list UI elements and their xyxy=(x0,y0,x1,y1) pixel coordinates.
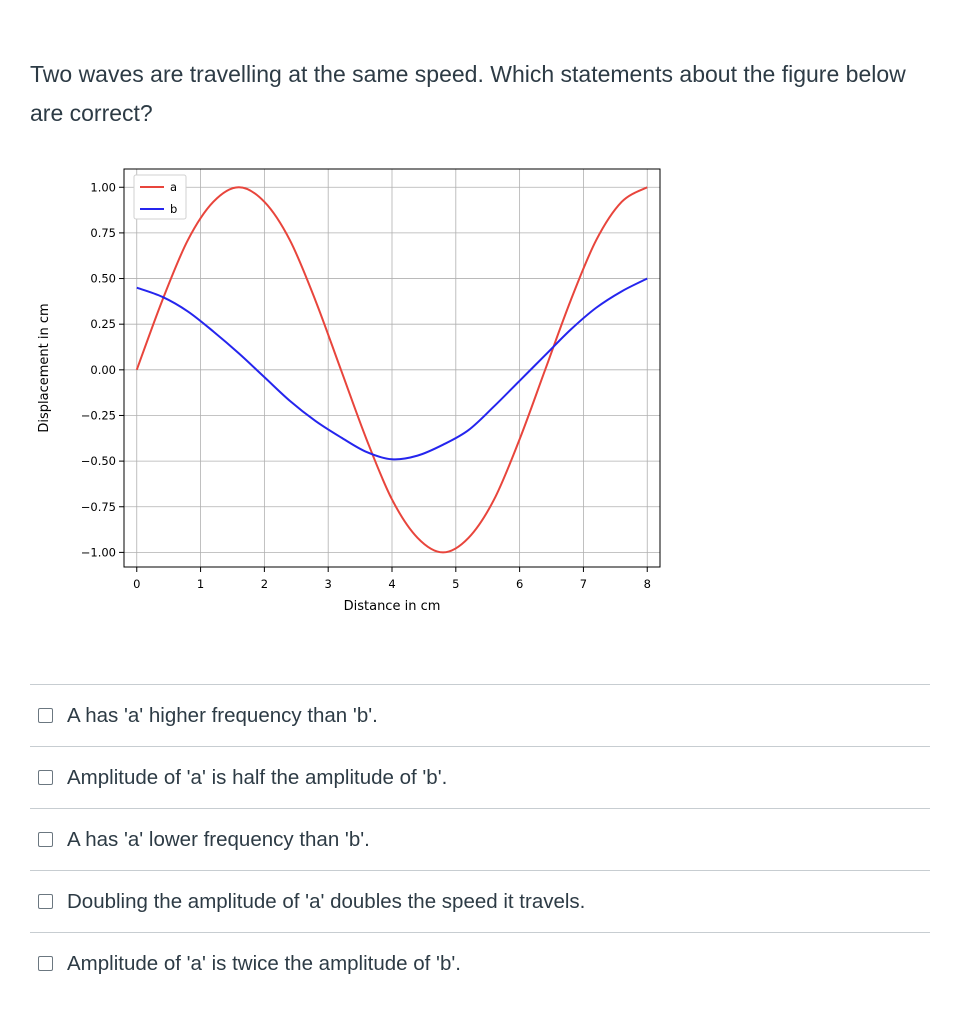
x-tick-label: 7 xyxy=(579,577,588,591)
y-tick-label: 0.75 xyxy=(90,225,116,240)
x-tick-label: 2 xyxy=(260,577,269,591)
answer-checkbox-5[interactable] xyxy=(38,956,53,971)
x-tick-label: 5 xyxy=(452,577,460,591)
answer-label-2: Amplitude of 'a' is half the amplitude of 'b'. xyxy=(67,765,448,789)
answer-option-3[interactable] xyxy=(30,808,930,870)
y-tick-label: 0.50 xyxy=(90,271,116,286)
answer-option-4[interactable] xyxy=(30,870,930,932)
answer-checkbox-4[interactable] xyxy=(38,894,53,909)
wave-chart xyxy=(30,160,670,630)
answer-option-1[interactable] xyxy=(30,684,930,746)
y-tick-label: 0.00 xyxy=(90,362,116,377)
answer-label-4: Doubling the amplitude of 'a' doubles the speed it travels. xyxy=(67,889,586,913)
answer-option-5[interactable] xyxy=(30,932,930,994)
y-tick-label: −0.25 xyxy=(80,408,116,423)
legend-box xyxy=(134,175,186,219)
x-axis-label: Distance in cm xyxy=(343,599,441,614)
answer-label-3: A has 'a' lower frequency than 'b'. xyxy=(67,827,370,851)
answer-checkbox-2[interactable] xyxy=(38,770,53,785)
y-tick-label: 1.00 xyxy=(90,180,116,195)
x-tick-label: 3 xyxy=(324,577,332,591)
answer-label-5: Amplitude of 'a' is twice the amplitude of 'b'. xyxy=(67,951,461,975)
y-tick-label: −1.00 xyxy=(80,545,116,560)
y-tick-label: −0.75 xyxy=(80,499,116,514)
answer-label-1: A has 'a' higher frequency than 'b'. xyxy=(67,703,378,727)
x-tick-label: 6 xyxy=(515,577,524,591)
answer-option-2[interactable] xyxy=(30,746,930,808)
answer-list xyxy=(30,684,930,994)
answer-checkbox-1[interactable] xyxy=(38,708,53,723)
answer-checkbox-3[interactable] xyxy=(38,832,53,847)
legend-label-b: b xyxy=(170,202,178,216)
y-tick-label: 0.25 xyxy=(90,317,116,332)
y-axis-label: Displacement in cm xyxy=(37,303,52,433)
x-tick-label: 4 xyxy=(388,577,396,591)
y-tick-label: −0.50 xyxy=(80,454,116,469)
x-tick-label: 0 xyxy=(133,577,141,591)
legend-label-a: a xyxy=(170,180,178,194)
x-tick-label: 1 xyxy=(196,577,205,591)
question-text: Two waves are travelling at the same speed. Which statements about the figure below are correct? xyxy=(30,61,906,126)
x-tick-label: 8 xyxy=(643,577,651,591)
